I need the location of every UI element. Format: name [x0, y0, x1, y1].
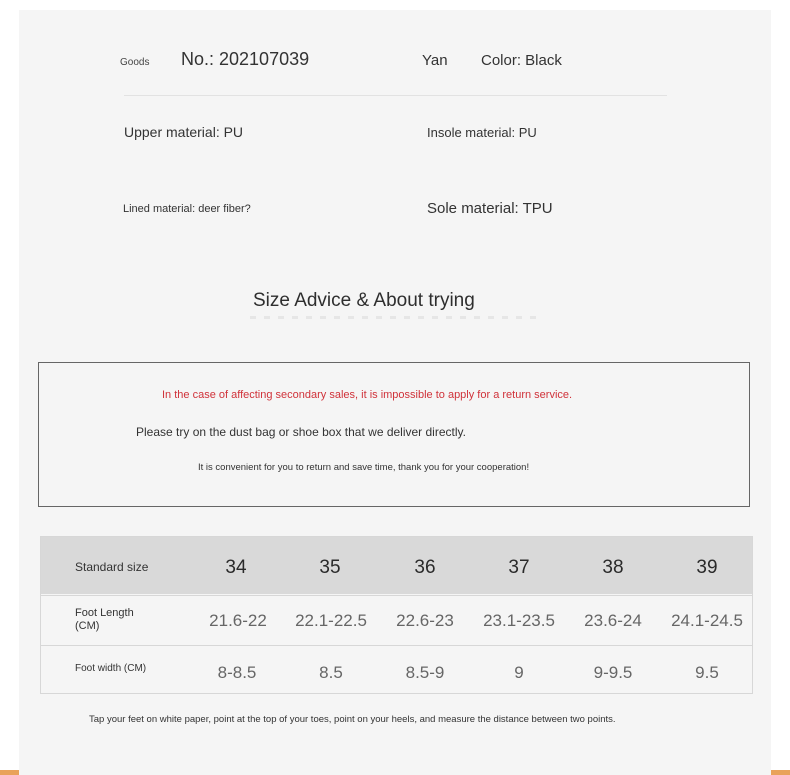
- accent-bar-left: [0, 770, 19, 775]
- goods-label: Goods: [120, 57, 150, 68]
- size-cell: 39: [696, 557, 718, 578]
- foot-length-cell: 24.1-24.5: [671, 611, 743, 630]
- brand-name: Yan: [422, 52, 448, 69]
- size-cell: 38: [602, 557, 624, 578]
- foot-width-cell: 9: [514, 663, 524, 682]
- foot-width-cell: 9-9.5: [593, 663, 633, 682]
- insole-material: Insole material: PU: [427, 125, 537, 140]
- section-title: Size Advice & About trying: [253, 290, 475, 311]
- size-cell: 35: [319, 557, 341, 578]
- size-cell: 36: [414, 557, 436, 578]
- lined-material: Lined material: deer fiber?: [123, 203, 251, 215]
- foot-length-cell: 22.6-23: [396, 611, 454, 630]
- divider: [124, 95, 667, 96]
- notice-line-3: It is convenient for you to return and save time, thank you for your cooperation!: [198, 462, 530, 473]
- foot-width-row: [41, 645, 752, 694]
- goods-number: No.: 202107039: [181, 49, 310, 69]
- foot-length-cell: 23.6-24: [584, 611, 642, 630]
- foot-length-row: [41, 595, 752, 646]
- faded-subtitle: [250, 316, 540, 319]
- upper-material: Upper material: PU: [124, 124, 244, 140]
- accent-bar-right: [771, 770, 790, 775]
- size-cell: 34: [225, 557, 247, 578]
- sole-material: Sole material: TPU: [427, 200, 553, 217]
- size-cell: 37: [508, 557, 530, 578]
- foot-width-label: Foot width (CM): [75, 663, 147, 674]
- size-header-row: [41, 537, 752, 594]
- measurement-footnote: Tap your feet on white paper, point at the top of your toes, point on your heels, and measure the distance between two points.: [89, 714, 616, 725]
- foot-width-cell: 8-8.5: [217, 663, 257, 682]
- foot-length-label: Foot Length (CM): [75, 607, 134, 632]
- foot-width-cell: 8.5: [319, 663, 343, 682]
- standard-size-label: Standard size: [75, 560, 149, 574]
- foot-width-cell: 8.5-9: [405, 663, 445, 682]
- foot-width-cell: 9.5: [695, 663, 719, 682]
- notice-line-2: Please try on the dust bag or shoe box that we deliver directly.: [136, 425, 466, 439]
- product-color: Color: Black: [481, 52, 562, 69]
- foot-length-cell: 21.6-22: [209, 611, 267, 630]
- notice-warning: In the case of affecting secondary sales, it is impossible to apply for a return service.: [162, 389, 573, 401]
- foot-length-cell: 22.1-22.5: [295, 611, 367, 630]
- foot-length-cell: 23.1-23.5: [483, 611, 555, 630]
- size-table: [40, 536, 753, 694]
